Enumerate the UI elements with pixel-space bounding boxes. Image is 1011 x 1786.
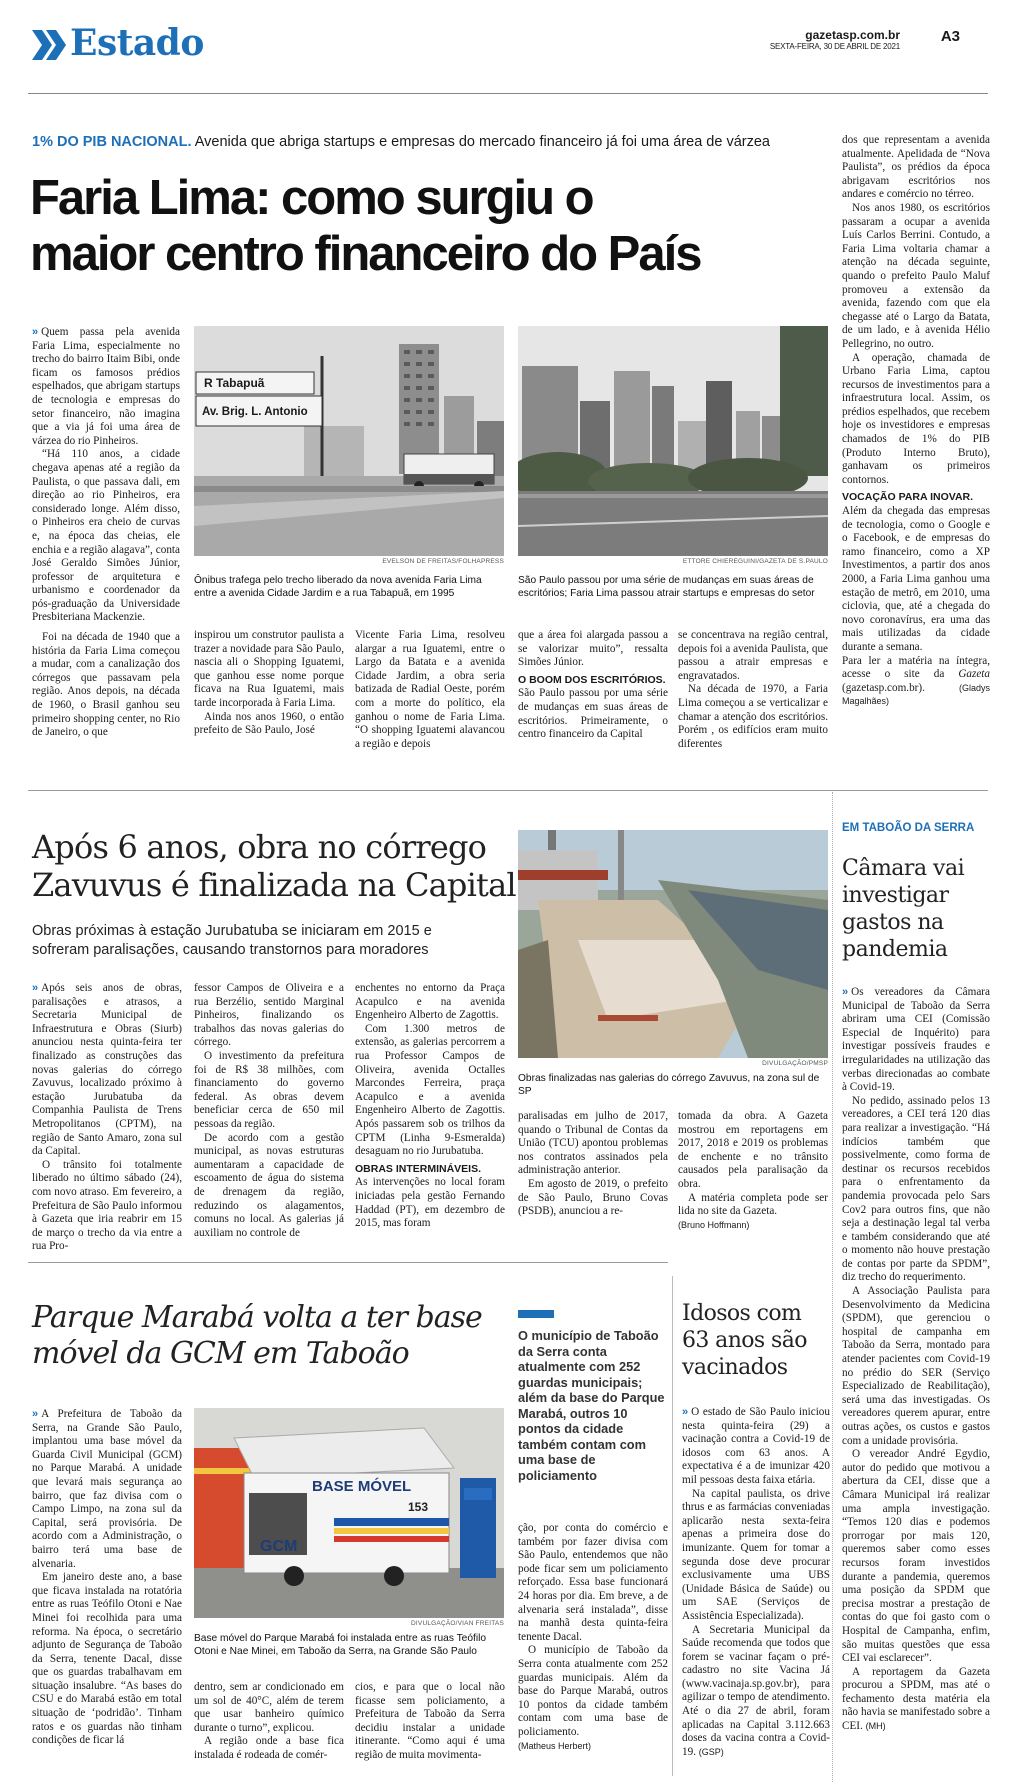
story2-column-1 bbox=[32, 982, 182, 1254]
story5-p3: A Secretaria Municipal da Saúde recomenda que todos que forem se vacinar façam o pré-cadastro no site Vacina Já (www.vacinaja.sp.gov.br), para agilizar o tempo de atendimento. Até o dia 27 de abril, foram aplicadas na Capital 3.112.663 doses da vacina contra a Covid-19. bbox=[682, 1623, 830, 1758]
story3-headline: Câmara vai investigar gastos na pandemia bbox=[842, 856, 965, 962]
story4-col4-p2: O município de Taboão da Serra conta atualmente com 252 guardas municipais. Além da base do Parque Marabá, outros 10 pontos da cidade também contam com uma base de policiamento. bbox=[518, 1644, 668, 1738]
story3-p5: A reportagem da Gazeta procurou a SPDM, mas até o fechamento desta matéria ela não havia se manifestado sobre a CEI. bbox=[842, 1665, 990, 1733]
photo2-credit: ETTORE CHIEREGUINI/GAZETA DE S.PAULO bbox=[682, 558, 828, 565]
story1-column-6 bbox=[842, 134, 990, 709]
story5-p2: Na capital paulista, os drive thrus e as farmácias conveniadas aplicarão nesta sexta-feira apenas a primeira dose do imunizante. Quem for tomar a segunda dose deve procurar exclusivamente uma UBS (Unidade Básica de Saúde) ou um SAE (Serviços de Assistência Especializada). bbox=[682, 1487, 830, 1622]
story1-photo-modern bbox=[518, 326, 828, 556]
right-column-divider bbox=[832, 792, 833, 1782]
photo4-trailer-phone: 153 bbox=[408, 1500, 429, 1514]
story2-column-4 bbox=[518, 1110, 668, 1219]
story1-signature: (Gladys Magalhães) bbox=[842, 682, 990, 707]
story1-subhead-boom: O BOOM DOS ESCRITÓRIOS. bbox=[518, 673, 666, 686]
story5-signature: (GSP) bbox=[698, 1746, 724, 1757]
photo1-sign-tabapua: R Tabapuã bbox=[204, 376, 265, 390]
story2-col1-p1: Após seis anos de obras, paralisações e atrasos, a Secretaria Municipal de Infraestrutura e Obras (Siurb) anunciou nesta quinta-feira ter finalizado as construções das novas galerias do córrego Zavuvus, localizado próximo à estação Jurubatuba da Companhia Paulista de Trens Metropolitanos (CPTM), na região de Santo Amaro, zona sul da Capital. bbox=[32, 982, 182, 1158]
story2-dek: Obras próximas à estação Jurubatuba se iniciaram em 2015 e sofreram paralisações, causando transtornos para moradores bbox=[32, 923, 432, 958]
chevron-icon: » bbox=[32, 1408, 39, 1420]
story1-col6-p3: A operação, chamada de Urbano Faria Lima, captou recursos de investimentos para a infraestrutura local. Assim, os prédios espelhados, que recebem hoje os investidores e empresas chamados de 1% do PIB (Produto Interno Bruto), ganhavam os primeiros contornos. bbox=[842, 351, 990, 486]
section-header bbox=[28, 22, 988, 82]
story5-headline: Idosos com 63 anos são vacinados bbox=[682, 1301, 807, 1380]
story1-kicker: 1% DO PIB NACIONAL. bbox=[32, 134, 192, 150]
story4-headline bbox=[32, 1300, 512, 1372]
story4-col1-p2: Em janeiro deste ano, a base que ficava instalada na rotatória entre as ruas Teófilo Otoni e Nae Minei foi recolhida para uma reforma. Na época, o secretário adjunto de Segurança de Taboão da Serra, tenente Dacal, disse que os guardas trabalhavam em situação insalubre. “As bases do CSU e do Marabá estão em total situação de ‘podridão’. Tinham ratos e os guardas não tinham condições de ficar lá bbox=[32, 1571, 182, 1747]
story1-dek bbox=[32, 134, 832, 150]
story1-subhead-inovar: VOCAÇÃO PARA INOVAR. bbox=[842, 491, 974, 504]
header-rule bbox=[28, 93, 988, 94]
chevron-icon: » bbox=[682, 1406, 689, 1418]
story4-col3-p1: cios, e para que o local não ficasse sem policiamento, a Prefeitura de Taboão da Serra decidiu instalar a unidade itinerante. “Como aqui é uma região de muita movimenta- bbox=[355, 1681, 505, 1761]
story1-column-4 bbox=[518, 629, 668, 742]
story1-headline-line2: maior centro financeiro do País bbox=[30, 227, 701, 281]
story1-photo-historic bbox=[194, 326, 504, 556]
story2-photo bbox=[518, 830, 828, 1058]
double-chevron-icon bbox=[32, 30, 68, 60]
story3-signature: (MH) bbox=[865, 1721, 886, 1732]
story2-headline-line1: Após 6 anos, obra no córrego bbox=[32, 828, 487, 866]
story1-col4-p1: que a área foi alargada passou a se valorizar muito”, ressalta Simões Júnior. bbox=[518, 629, 668, 669]
story2-bottom-rule bbox=[28, 1262, 668, 1263]
story4-column-4 bbox=[518, 1522, 668, 1753]
photo1-caption: Ônibus trafega pelo trecho liberado da nova avenida Faria Lima entre a avenida Cidade Jardim e a rua Tabapuã, em 1995 bbox=[194, 575, 482, 599]
story4-photo bbox=[194, 1408, 504, 1618]
story1-col1-p3: Foi na década de 1940 que a história da Faria Lima começou a mudar, com a canalização dos córregos que passavam pela região. Anos depois, na década de 1960, o Brasil ganhou seu primeiro shopping center, no Rio de Janeiro, o que bbox=[32, 631, 180, 739]
story4-column-3 bbox=[355, 1681, 505, 1763]
story2-col3-p2: Com 1.300 metros de extensão, as galerias percorrem a rua Professor Campos de Oliveira, avenida Octalles Marcondes Ferreira, praça Acapulco e a avenida Engenheiro Alberto de Zagottis. Após passarem sob os trilhos da CPTM (Linha 9-Esmeralda) desaguam no rio Jurubatuba. bbox=[355, 1022, 505, 1158]
story2-col4-p2: Em agosto de 2019, o prefeito de São Paulo, Bruno Covas (PSDB), anunciou a re- bbox=[518, 1177, 668, 1218]
story2-col5-p2: A matéria completa pode ser lida no site da Gazeta. bbox=[678, 1191, 828, 1218]
story2-column-5 bbox=[678, 1110, 828, 1232]
story1-column-1 bbox=[32, 326, 180, 740]
story2-photo-caption: Obras finalizadas nas galerias do córrego Zavuvus, na zona sul de SP bbox=[518, 1073, 820, 1097]
story4-col1-p1: A Prefeitura de Taboão da Serra, na Grande São Paulo, implantou uma base móvel da Guarda Civil Municipal (GCM) no Parque Marabá. A unidade que levará mais segurança ao bairro, que faz divisa com o Campo Limpo, na zona sul da Capital, será provisória. De acordo com a Administração, o bairro terá uma base de alvenaria. bbox=[32, 1408, 182, 1570]
story1-col6-p2: Nos anos 1980, os escritórios passaram a ocupar a avenida Luís Carlos Berrini. Contudo, a Faria Lima voltaria chamar a atenção na década seguinte, quando o prefeito Paulo Maluf promoveu a extensão da avenida, fazendo com que ela chegasse até o Largo da Batata, de um lado, e à avenida Hélio Pellegrino, no outro. bbox=[842, 201, 990, 350]
story2-column-3 bbox=[355, 982, 505, 1231]
chevron-icon: » bbox=[842, 986, 849, 998]
story4-photo-credit: DIVULGAÇÃO/VIAN FREITAS bbox=[411, 1620, 504, 1627]
story2-column-2 bbox=[194, 982, 344, 1240]
story1-column-2 bbox=[194, 629, 344, 738]
story1-col1-p1: Quem passa pela avenida Faria Lima, especialmente no trecho do bairro Itaim Bibi, onde ficam os famosos prédios espelhados, que abrigam startups de tecnologia e empresas do setor financeiro, não imagina que a via já foi uma área de várzea do rio Pinheiros. bbox=[32, 326, 180, 447]
story1-headline bbox=[30, 170, 830, 282]
story2-col3-p1: enchentes no entorno da Praça Acapulco e na avenida Engenheiro Alberto de Zagottis. bbox=[355, 982, 505, 1022]
story1-col1-p2: “Há 110 anos, a cidade chegava apenas até a região da Paulista, o que passava dali, em direção ao rio Pinheiros, era considerado longe. Além disso, o Pinheiros era cheio de curvas e, na época das cheias, ele enchia e a região alagava”, conta José Geraldo Simões Júnior, professor de arquitetura e urbanismo e coordenador da pós-graduação da Universidade Presbiteriana Mackenzie. bbox=[32, 448, 180, 624]
edition-date: SEXTA-FEIRA, 30 DE ABRIL DE 2021 bbox=[769, 42, 900, 51]
story1-col5-p1: se concentrava na região central, depois foi a avenida Paulista, que passou a atrair empresas e engravatados. bbox=[678, 629, 828, 682]
pullquote-marker bbox=[518, 1310, 554, 1318]
story1-col6-p5b: Gazeta bbox=[958, 668, 991, 681]
chevron-icon: » bbox=[32, 982, 39, 994]
story4-headline-line2: móvel da GCM em Taboão bbox=[32, 1336, 409, 1371]
story3-p3: A Associação Paulista para Desenvolvimento da Medicina (SPDM), que gerenciou o hospital de campanha em Taboão da Serra, montado para atender pacientes com Covid-19 no prédio do SER (Serviço Especializado de Reabilitação), será uma das investigadas. Os vereadores querem apurar, entre outras ações, os custos e gastos com a unidade provisória. bbox=[842, 1285, 990, 1447]
story1-col2-p1: inspirou um construtor paulista a trazer a novidade para São Paulo, nascia ali o Shopping Iguatemi, que ganhou esse nome porque ficava na Rua Iguatemi, mais tarde incorporada à Faria Lima. bbox=[194, 629, 344, 709]
story2-photo-credit: DIVULGAÇÃO/PMSP bbox=[762, 1060, 828, 1067]
photo4-trailer-label: BASE MÓVEL bbox=[312, 1478, 412, 1495]
story1-col3-p1: Vicente Faria Lima, resolveu alargar a rua Iguatemi, entre o Largo da Batata e a avenida Cidade Jardim, a obra seria batizada de Radial Oeste, porém com a morte do político, ela ganhou o nome de Faria Lima. “O shopping Iguatemi alavancou a região e depois bbox=[355, 629, 505, 750]
story2-col1-p2: O trânsito foi totalmente liberado no último sábado (24), com novo atraso. Em fevereiro, a Prefeitura de São Paulo informou à Gazeta que iria reabrir em 15 de março o trecho da via entre a rua Pro- bbox=[32, 1158, 182, 1253]
story3-body bbox=[842, 986, 990, 1734]
story5-body bbox=[682, 1406, 830, 1759]
photo1-sign-brigadeiro: Av. Brig. L. Antonio bbox=[202, 406, 308, 418]
photo2-caption: São Paulo passou por uma série de mudanças em suas áreas de escritórios; Faria Lima passou atrair startups e empresas do setor bbox=[518, 575, 815, 599]
site-url[interactable]: gazetasp.com.br bbox=[805, 28, 900, 42]
story1-column-3 bbox=[355, 629, 505, 751]
story2-headline bbox=[32, 828, 522, 904]
story4-column-1 bbox=[32, 1408, 182, 1748]
photo4-trailer-gcm: GCM bbox=[260, 1538, 298, 1555]
story1-column-5 bbox=[678, 629, 828, 751]
story1-dek-text: Avenida que abriga startups e empresas do mercado financeiro já foi uma área de várzea bbox=[194, 134, 770, 150]
story4-photo-caption: Base móvel do Parque Marabá foi instalada entre as ruas Teófilo Otoni e Nae Minei, em Taboão da Serra, na Grande São Paulo bbox=[194, 1633, 487, 1657]
chevron-icon: » bbox=[32, 326, 39, 338]
story4-signature: (Matheus Herbert) bbox=[518, 1740, 592, 1751]
story4-pullquote: O município de Taboão da Serra conta atualmente com 252 guardas municipais; além da base do Parque Marabá, outros 10 pontos da cidade também contam com uma base de policiamento bbox=[518, 1328, 665, 1483]
story3-p1: Os vereadores da Câmara Municipal de Taboão da Serra abriram uma CEI (Comissão Especial de Inquérito) para investigar possíveis fraudes e irregularidades na utilização das verbas direcionadas ao combate à Covid-19. bbox=[842, 986, 990, 1094]
story2-col4-p1: paralisadas em julho de 2017, quando o Tribunal de Contas da União (TCU) apontou problemas nos contratos assinados pela administração anterior. bbox=[518, 1110, 668, 1177]
story1-col6-p5a: Para ler a matéria na íntegra, acesse o site da bbox=[842, 654, 990, 681]
story4-story5-divider bbox=[672, 1276, 673, 1776]
story1-col6-p1: dos que representam a avenida atualmente. Apelidada de “Nova Paulista”, os prédios da época abrigavam escritórios nos andares e comércio no térreo. bbox=[842, 134, 990, 201]
story1-headline-line1: Faria Lima: como surgiu o bbox=[30, 171, 593, 225]
story1-col6-p5c: (gazetasp.com.br). bbox=[842, 681, 925, 694]
story2-signature: (Bruno Hoffmann) bbox=[678, 1219, 750, 1230]
story5-p1: O estado de São Paulo iniciou nesta quinta-feira (29) a vacinação contra a Covid-19 de idosos com 63 anos. A expectativa é a de imunizar 420 mil pessoas desta faixa etária. bbox=[682, 1406, 830, 1486]
story2-col2-p2: O investimento da prefeitura foi de R$ 38 milhões, com financiamento do governo federal. As obras devem beneficiar cerca de 650 mil pessoas da região. bbox=[194, 1049, 344, 1130]
story2-col2-p3: De acordo com a gestão municipal, as novas estruturas aumentaram a capacidade de escoamento de água do sistema de drenagem da região, reduzindo os alagamentos, comuns no local. As galerias já auxiliam no controle de bbox=[194, 1131, 344, 1239]
story2-col3-p3: As intervenções no local foram iniciadas pela gestão Fernando Haddad (PT), em dezembro de 2015, mas foram bbox=[355, 1176, 505, 1230]
story4-column-2 bbox=[194, 1681, 344, 1763]
story1-col5-p2: Na década de 1970, a Faria Lima começou a se verticalizar e chamar a atenção dos escritórios. Porém , os edifícios eram muito diferentes bbox=[678, 683, 828, 750]
story2-col2-p1: fessor Campos de Oliveira e a rua Berzélio, sentido Marginal Pinheiros, finalizando os trabalhos das novas galerias do córrego. bbox=[194, 982, 344, 1049]
story2-col5-p1: tomada da obra. A Gazeta mostrou em reportagens em 2017, 2018 e 2019 os problemas de enchente e no trânsito causados pela paralisação da obra. bbox=[678, 1110, 828, 1190]
story2-subhead: OBRAS INTERMINÁVEIS. bbox=[355, 1162, 482, 1175]
section-title: Estado bbox=[70, 22, 204, 64]
story1-bottom-rule bbox=[28, 790, 988, 791]
story4-col2-p2: A região onde a base fica instalada é rodeada de comér- bbox=[194, 1735, 344, 1761]
story2-headline-line2: Zavuvus é finalizada na Capital bbox=[32, 866, 516, 904]
story4-col4-p1: ção, por conta do comércio e também por fazer divisa com São Paulo, entendemos que não pode ficar sem um policiamento reforçado. Essa base funcionará 24 horas por dia. Em breve, a de alvenaria será instalada”, disse na manhã desta quinta-feira tenente Dacal. bbox=[518, 1522, 668, 1643]
story3-p2: No pedido, assinado pelos 13 vereadores, a CEI terá 120 dias para realizar a investigação. “Há indícios também que possivelmente, como forma de destinar os recursos recebidos para o enfrentamento da pandemia provocada pelo Sars Cov2 para outros fins, que não seja a destinação legal tal verba e também considerando que até o momento não houve prestação de contas por parte da SPDM”, diz trecho do requerimento. bbox=[842, 1094, 990, 1284]
story4-col2-p1: dentro, sem ar condicionado em um sol de 40°C, além de terem que usar banheiro químico durante o turno”, explicou. bbox=[194, 1681, 344, 1734]
photo1-credit: EVELSON DE FREITAS/FOLHAPRESS bbox=[382, 558, 504, 565]
story4-headline-line1: Parque Marabá volta a ter base bbox=[32, 1300, 482, 1335]
story3-kicker: EM TABOÃO DA SERRA bbox=[842, 822, 975, 834]
story3-p4: O vereador André Egydio, autor do pedido que motivou a abertura da CEI, disse que a Câmara Municipal irá realizar uma ampla investigação. “Temos 120 dias e podemos prorrogar por mais 120, queremos saber como esses recursos foram investidos durante a pandemia, queremos uma posição da SPDM que precisa mostrar a prestação de contas do que foi gasto com o Hospital de Campanha, enfim, são muitas questões que essa CEI vai esclarecer”. bbox=[842, 1448, 990, 1665]
story1-col6-p4: Além da chegada das empresas de tecnologia, como o Google e o Facebook, e de empresas do ramo financeiro, como a XP Investimentos, a partir dos anos 2000, a Faria Lima ganhou uma estação de metrô, em 2010, uma ciclovia, que, até a chegada do novo coronavírus, era uma das mais utilizadas da cidade durante a semana. bbox=[842, 505, 990, 653]
story1-col4-p2: São Paulo passou por uma série de mudanças em suas áreas de escritórios. Primeiramente, o centro financeiro da Capital bbox=[518, 687, 668, 741]
page-number: A3 bbox=[940, 28, 960, 45]
story1-col2-p2: Ainda nos anos 1960, o então prefeito de São Paulo, José bbox=[194, 710, 344, 737]
